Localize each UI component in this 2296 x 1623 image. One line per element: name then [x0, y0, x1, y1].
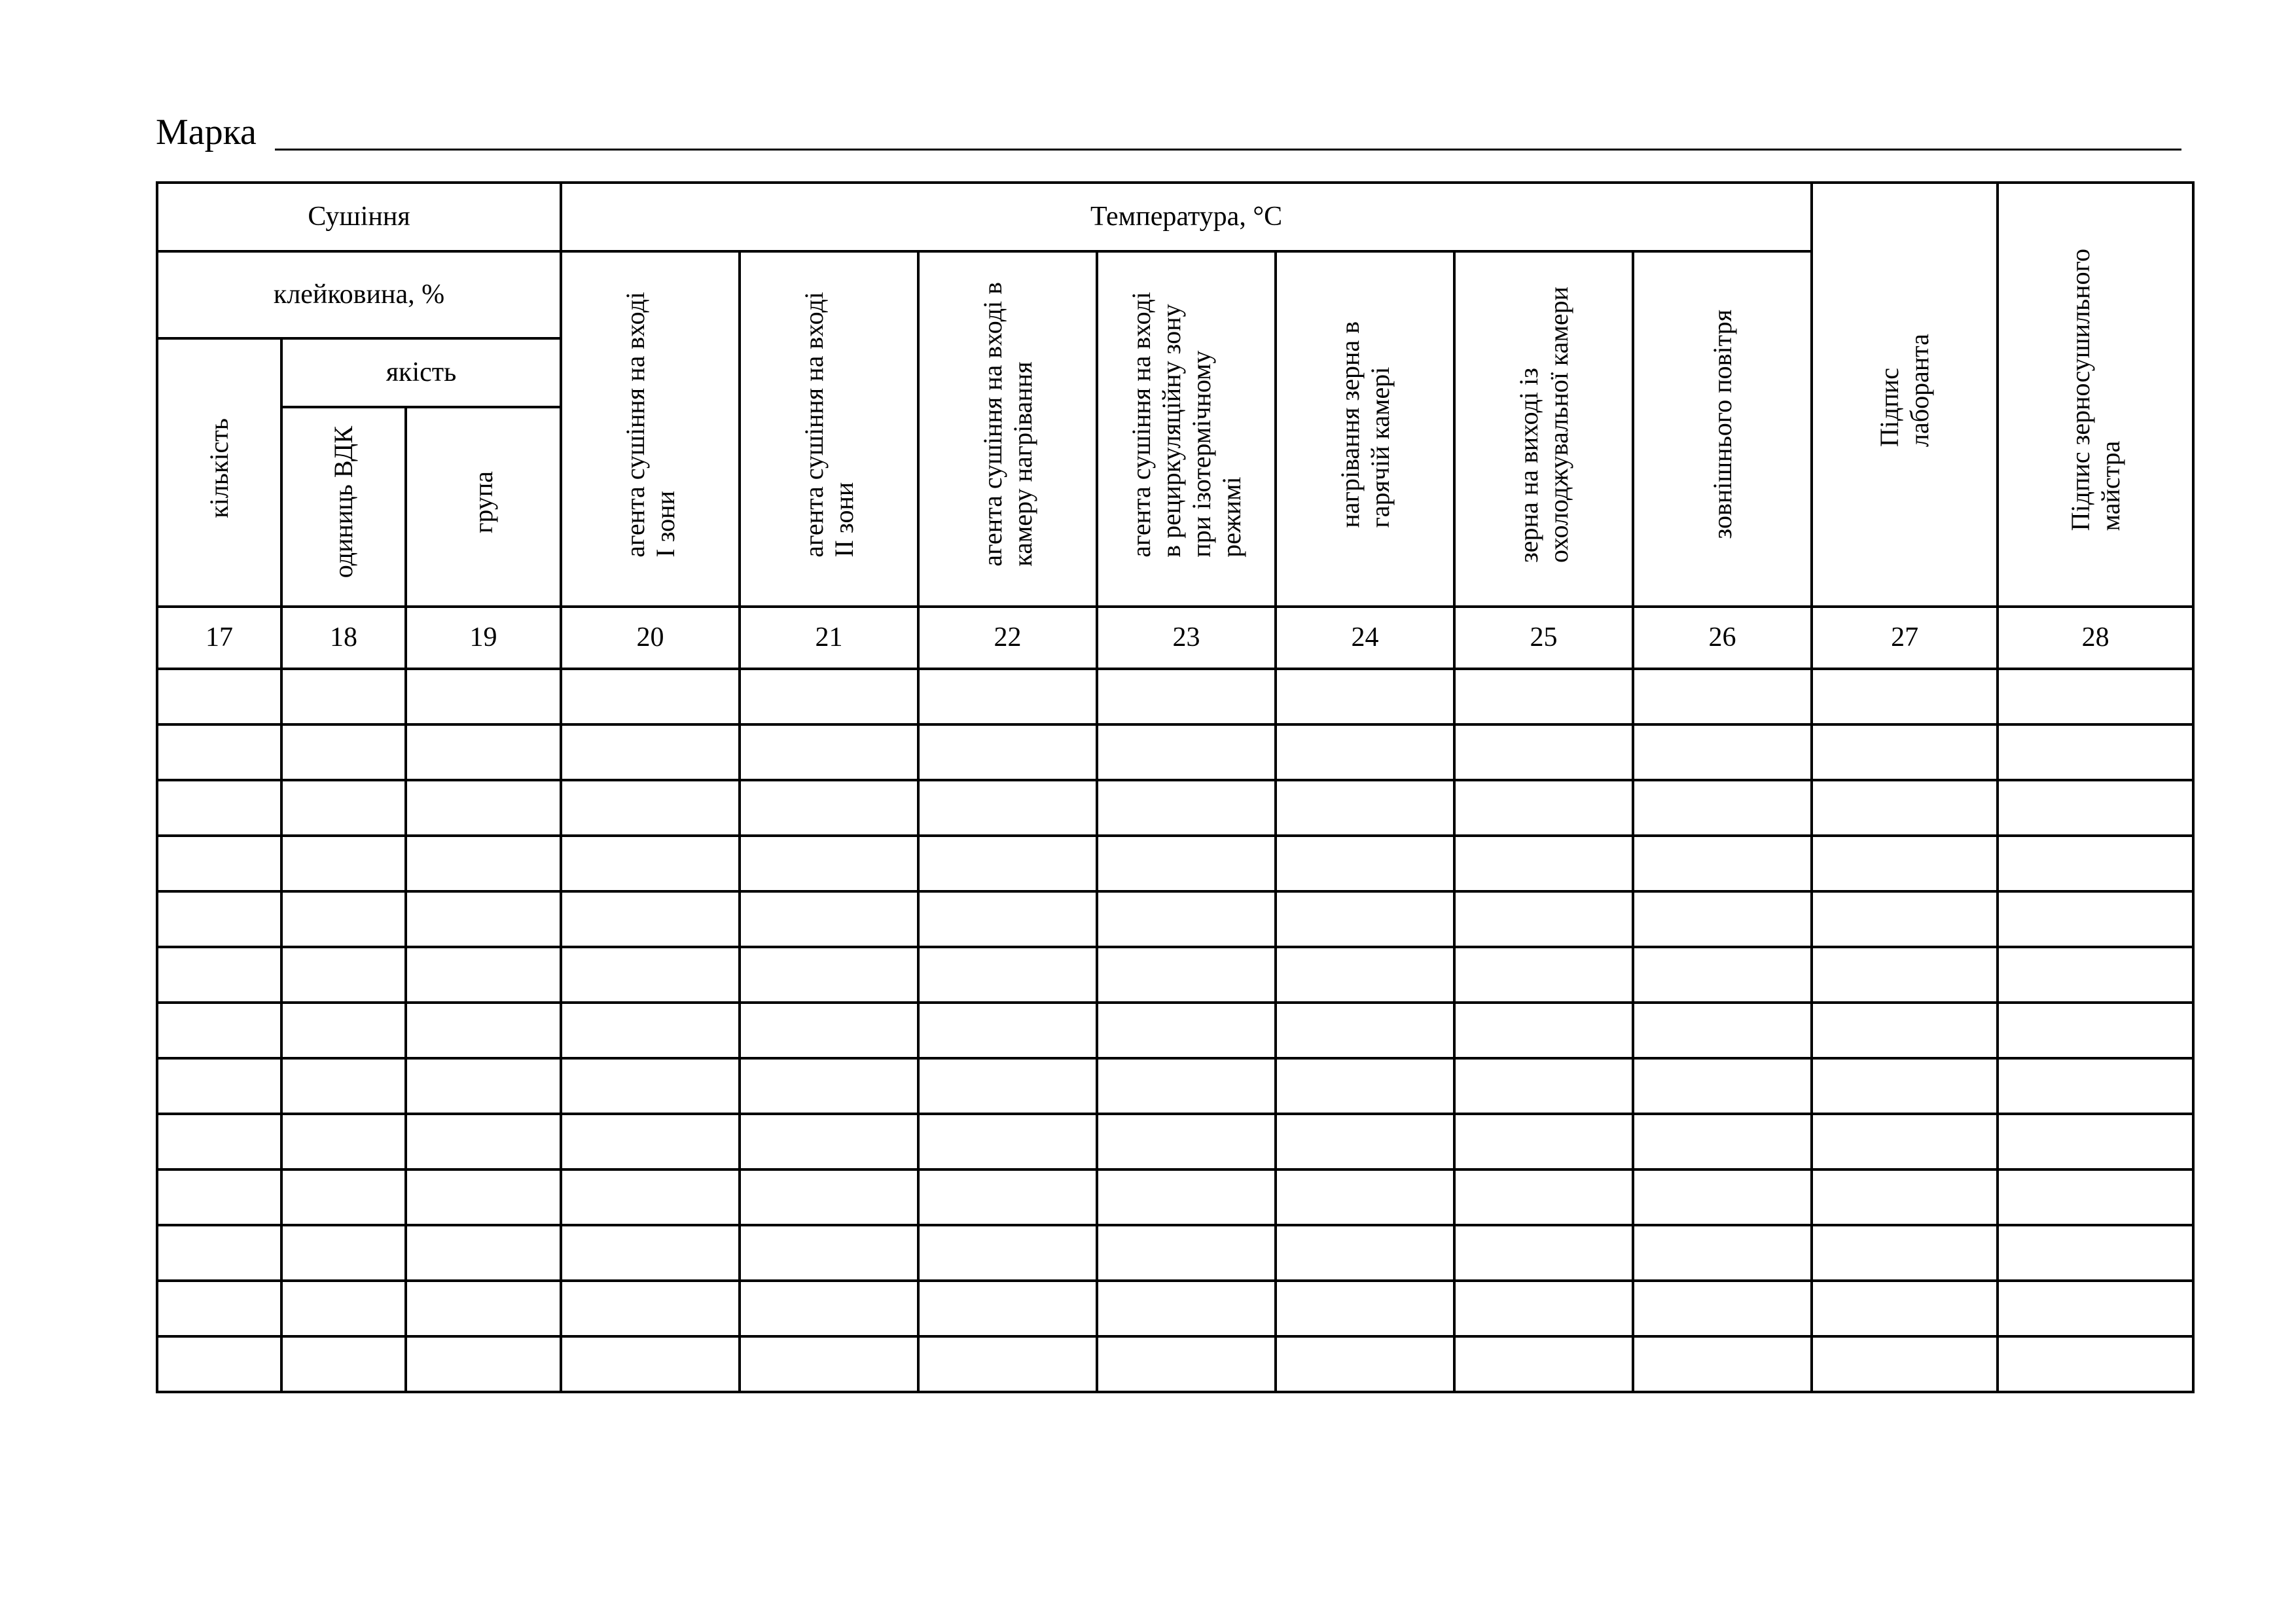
table-cell-col-22[interactable]	[918, 836, 1097, 891]
table-cell-col-27[interactable]	[1812, 1003, 1998, 1058]
table-cell-col-23[interactable]	[1097, 836, 1276, 891]
table-cell-col-25[interactable]	[1454, 724, 1633, 780]
column-number-22: 22	[918, 607, 1097, 669]
table-cell-col-28[interactable]	[1998, 1225, 2193, 1281]
table-cell-col-17[interactable]	[157, 891, 281, 947]
table-cell-col-18[interactable]	[281, 1336, 406, 1392]
table-cell-col-25[interactable]	[1454, 1169, 1633, 1225]
table-cell-col-28[interactable]	[1998, 1058, 2193, 1114]
table-row	[157, 1281, 2193, 1336]
table-cell-col-18[interactable]	[281, 1058, 406, 1114]
table-cell-col-26[interactable]	[1633, 1114, 1812, 1169]
table-cell-col-19[interactable]	[406, 669, 561, 724]
table-cell-col-18[interactable]	[281, 836, 406, 891]
table-cell-col-26[interactable]	[1633, 724, 1812, 780]
table-cell-col-24[interactable]	[1276, 836, 1454, 891]
table-cell-col-26[interactable]	[1633, 836, 1812, 891]
table-cell-col-17[interactable]	[157, 1058, 281, 1114]
table-cell-col-22[interactable]	[918, 724, 1097, 780]
table-cell-col-17[interactable]	[157, 1281, 281, 1336]
table-cell-col-26[interactable]	[1633, 669, 1812, 724]
table-cell-col-25[interactable]	[1454, 947, 1633, 1003]
table-cell-col-20[interactable]	[561, 947, 740, 1003]
table-cell-col-26[interactable]	[1633, 1225, 1812, 1281]
header-col-18-label: одиниць ВДК	[329, 426, 358, 579]
column-number-18: 18	[281, 607, 406, 669]
header-row-1	[157, 183, 2193, 251]
table-cell-col-18[interactable]	[281, 724, 406, 780]
table-cell-col-28[interactable]	[1998, 1336, 2193, 1392]
table-cell-col-28[interactable]	[1998, 724, 2193, 780]
column-number-21: 21	[740, 607, 918, 669]
column-number-20: 20	[561, 607, 740, 669]
table-cell-col-20[interactable]	[561, 780, 740, 836]
column-number-25: 25	[1454, 607, 1633, 669]
table-cell-col-27[interactable]	[1812, 1281, 1998, 1336]
table-cell-col-20[interactable]	[561, 1169, 740, 1225]
table-cell-col-22[interactable]	[918, 1281, 1097, 1336]
table-cell-col-25[interactable]	[1454, 1336, 1633, 1392]
table-cell-col-18[interactable]	[281, 780, 406, 836]
table-cell-col-22[interactable]	[918, 1114, 1097, 1169]
header-col-24-label: нагрівання зерна в гарячій камері	[1335, 321, 1395, 528]
table-cell-col-18[interactable]	[281, 1114, 406, 1169]
table-cell-col-20[interactable]	[561, 836, 740, 891]
table-cell-col-28[interactable]	[1998, 669, 2193, 724]
table-cell-col-21[interactable]	[740, 1058, 918, 1114]
table-cell-col-27[interactable]	[1812, 724, 1998, 780]
table-cell-col-20[interactable]	[561, 1225, 740, 1281]
table-cell-col-27[interactable]	[1812, 1058, 1998, 1114]
column-number-24: 24	[1276, 607, 1454, 669]
table-cell-col-18[interactable]	[281, 891, 406, 947]
table-cell-col-19[interactable]	[406, 780, 561, 836]
table-cell-col-28[interactable]	[1998, 1169, 2193, 1225]
table-cell-col-23[interactable]	[1097, 1336, 1276, 1392]
table-cell-col-27[interactable]	[1812, 1169, 1998, 1225]
table-row	[157, 724, 2193, 780]
table-cell-col-28[interactable]	[1998, 780, 2193, 836]
table-cell-col-20[interactable]	[561, 1003, 740, 1058]
table-row	[157, 1003, 2193, 1058]
marka-underline[interactable]	[275, 149, 2181, 151]
header-col-19-label: група	[468, 471, 498, 534]
table-cell-col-17[interactable]	[157, 780, 281, 836]
table-cell-col-19[interactable]	[406, 1003, 561, 1058]
header-col-24	[1276, 251, 1454, 607]
marka-label: Марка	[156, 112, 257, 152]
table-cell-col-20[interactable]	[561, 1281, 740, 1336]
header-temperature: Температура, °С	[561, 183, 1812, 251]
header-col-25-label: зерна на виході із охолоджувальної камери	[1513, 286, 1573, 563]
table-cell-col-17[interactable]	[157, 1114, 281, 1169]
table-cell-col-23[interactable]	[1097, 780, 1276, 836]
table-cell-col-27[interactable]	[1812, 1114, 1998, 1169]
table-cell-col-25[interactable]	[1454, 1281, 1633, 1336]
table-cell-col-24[interactable]	[1276, 1169, 1454, 1225]
table-cell-col-28[interactable]	[1998, 1114, 2193, 1169]
table-cell-col-21[interactable]	[740, 780, 918, 836]
table-cell-col-23[interactable]	[1097, 1281, 1276, 1336]
table-cell-col-20[interactable]	[561, 1058, 740, 1114]
table-cell-col-27[interactable]	[1812, 1225, 1998, 1281]
table-cell-col-27[interactable]	[1812, 836, 1998, 891]
table-cell-col-22[interactable]	[918, 891, 1097, 947]
table-cell-col-20[interactable]	[561, 724, 740, 780]
table-cell-col-28[interactable]	[1998, 1003, 2193, 1058]
header-col-17-label: кількість	[204, 418, 234, 518]
column-number-23: 23	[1097, 607, 1276, 669]
table-cell-col-18[interactable]	[281, 1225, 406, 1281]
table-cell-col-26[interactable]	[1633, 1336, 1812, 1392]
table-cell-col-25[interactable]	[1454, 1003, 1633, 1058]
table-cell-col-24[interactable]	[1276, 1058, 1454, 1114]
header-col-28-label: Підпис зерносушильного майстра	[2065, 249, 2125, 531]
table-cell-col-27[interactable]	[1812, 1336, 1998, 1392]
table-cell-col-23[interactable]	[1097, 1114, 1276, 1169]
table-cell-col-22[interactable]	[918, 780, 1097, 836]
table-cell-col-20[interactable]	[561, 669, 740, 724]
header-col-22-label: агента сушіння на вході в камеру нагрівання	[977, 282, 1037, 567]
table-cell-col-19[interactable]	[406, 891, 561, 947]
table-cell-col-21[interactable]	[740, 1169, 918, 1225]
table-cell-col-21[interactable]	[740, 1225, 918, 1281]
column-number-row	[157, 607, 2193, 669]
table-cell-col-17[interactable]	[157, 1225, 281, 1281]
table-cell-col-26[interactable]	[1633, 1169, 1812, 1225]
table-cell-col-27[interactable]	[1812, 669, 1998, 724]
table-cell-col-24[interactable]	[1276, 891, 1454, 947]
table-cell-col-19[interactable]	[406, 1336, 561, 1392]
header-col-20	[561, 251, 740, 607]
header-col-20-label: агента сушіння на вході І зони	[620, 291, 680, 558]
table-cell-col-22[interactable]	[918, 1336, 1097, 1392]
table-cell-col-22[interactable]	[918, 1169, 1097, 1225]
header-col-23	[1097, 251, 1276, 607]
header-col-21	[740, 251, 918, 607]
table-cell-col-23[interactable]	[1097, 1058, 1276, 1114]
table-cell-col-19[interactable]	[406, 947, 561, 1003]
table-cell-col-19[interactable]	[406, 1058, 561, 1114]
table-row	[157, 1225, 2193, 1281]
column-number-19: 19	[406, 607, 561, 669]
table-cell-col-24[interactable]	[1276, 1003, 1454, 1058]
table-cell-col-24[interactable]	[1276, 780, 1454, 836]
table-cell-col-19[interactable]	[406, 1169, 561, 1225]
table-row	[157, 1058, 2193, 1114]
column-number-26: 26	[1633, 607, 1812, 669]
table-row	[157, 1114, 2193, 1169]
table-cell-col-24[interactable]	[1276, 1336, 1454, 1392]
table-cell-col-18[interactable]	[281, 669, 406, 724]
table-cell-col-26[interactable]	[1633, 780, 1812, 836]
table-cell-col-23[interactable]	[1097, 1169, 1276, 1225]
table-row	[157, 836, 2193, 891]
table-row	[157, 947, 2193, 1003]
table-cell-col-22[interactable]	[918, 1225, 1097, 1281]
table-cell-col-17[interactable]	[157, 947, 281, 1003]
table-cell-col-25[interactable]	[1454, 780, 1633, 836]
table-cell-col-19[interactable]	[406, 1225, 561, 1281]
header-col-18	[281, 407, 406, 607]
table-cell-col-21[interactable]	[740, 836, 918, 891]
header-col-19	[406, 407, 561, 607]
table-cell-col-28[interactable]	[1998, 947, 2193, 1003]
table-row	[157, 1169, 2193, 1225]
header-col-28	[1998, 183, 2193, 607]
table-cell-col-20[interactable]	[561, 891, 740, 947]
table-cell-col-28[interactable]	[1998, 836, 2193, 891]
header-col-27	[1812, 183, 1998, 607]
table-cell-col-21[interactable]	[740, 1281, 918, 1336]
table-cell-col-21[interactable]	[740, 1003, 918, 1058]
header-col-17	[157, 338, 281, 607]
table-cell-col-27[interactable]	[1812, 947, 1998, 1003]
table-cell-col-24[interactable]	[1276, 724, 1454, 780]
table-row	[157, 669, 2193, 724]
table-cell-col-20[interactable]	[561, 1336, 740, 1392]
table-cell-col-24[interactable]	[1276, 669, 1454, 724]
header-col-26	[1633, 251, 1812, 607]
table-cell-col-28[interactable]	[1998, 1281, 2193, 1336]
table-cell-col-28[interactable]	[1998, 891, 2193, 947]
table-cell-col-22[interactable]	[918, 1058, 1097, 1114]
table-cell-col-25[interactable]	[1454, 836, 1633, 891]
column-number-27: 27	[1812, 607, 1998, 669]
table-cell-col-21[interactable]	[740, 891, 918, 947]
table-cell-col-21[interactable]	[740, 947, 918, 1003]
table-cell-col-25[interactable]	[1454, 1225, 1633, 1281]
column-number-28: 28	[1998, 607, 2193, 669]
table-cell-col-22[interactable]	[918, 1003, 1097, 1058]
table-cell-col-17[interactable]	[157, 724, 281, 780]
table-cell-col-25[interactable]	[1454, 891, 1633, 947]
table-cell-col-25[interactable]	[1454, 1058, 1633, 1114]
table-cell-col-23[interactable]	[1097, 891, 1276, 947]
table-cell-col-17[interactable]	[157, 836, 281, 891]
table-cell-col-22[interactable]	[918, 947, 1097, 1003]
table-cell-col-26[interactable]	[1633, 1003, 1812, 1058]
table-cell-col-18[interactable]	[281, 1281, 406, 1336]
table-cell-col-27[interactable]	[1812, 891, 1998, 947]
header-col-27-label: Підпис лаборанта	[1874, 333, 1935, 447]
table-cell-col-18[interactable]	[281, 1169, 406, 1225]
table-cell-col-20[interactable]	[561, 1114, 740, 1169]
header-col-26-label: зовнішнього повітря	[1707, 310, 1737, 539]
table-cell-col-18[interactable]	[281, 947, 406, 1003]
table-cell-col-23[interactable]	[1097, 1225, 1276, 1281]
table-cell-col-26[interactable]	[1633, 1281, 1812, 1336]
table-cell-col-25[interactable]	[1454, 669, 1633, 724]
header-drying: Сушіння	[157, 183, 561, 251]
table-cell-col-23[interactable]	[1097, 947, 1276, 1003]
table-cell-col-26[interactable]	[1633, 1058, 1812, 1114]
marka-field	[156, 105, 2181, 157]
table-cell-col-17[interactable]	[157, 1003, 281, 1058]
table-cell-col-17[interactable]	[157, 669, 281, 724]
table-cell-col-21[interactable]	[740, 669, 918, 724]
table-cell-col-26[interactable]	[1633, 947, 1812, 1003]
header-col-21-label: агента сушіння на вході ІІ зони	[798, 291, 859, 558]
table-cell-col-24[interactable]	[1276, 1114, 1454, 1169]
drying-log-table	[156, 181, 2195, 1393]
table-cell-col-27[interactable]	[1812, 780, 1998, 836]
table-cell-col-21[interactable]	[740, 1114, 918, 1169]
column-number-17: 17	[157, 607, 281, 669]
table-row	[157, 780, 2193, 836]
table-cell-col-19[interactable]	[406, 1114, 561, 1169]
header-gluten: клейковина, %	[157, 251, 561, 338]
table-cell-col-19[interactable]	[406, 836, 561, 891]
header-col-23-label: агента сушіння на вході в рециркуляційну зону при ізотермічному режимі	[1126, 291, 1246, 558]
table-cell-col-21[interactable]	[740, 1336, 918, 1392]
table-cell-col-24[interactable]	[1276, 1225, 1454, 1281]
table-row	[157, 1336, 2193, 1392]
table-cell-col-19[interactable]	[406, 1281, 561, 1336]
table-cell-col-17[interactable]	[157, 1336, 281, 1392]
table-cell-col-24[interactable]	[1276, 947, 1454, 1003]
table-cell-col-25[interactable]	[1454, 1114, 1633, 1169]
table-cell-col-22[interactable]	[918, 669, 1097, 724]
table-cell-col-21[interactable]	[740, 724, 918, 780]
table-cell-col-23[interactable]	[1097, 724, 1276, 780]
table-cell-col-19[interactable]	[406, 724, 561, 780]
table-cell-col-18[interactable]	[281, 1003, 406, 1058]
table-cell-col-23[interactable]	[1097, 1003, 1276, 1058]
header-quality: якість	[281, 338, 561, 407]
table-cell-col-17[interactable]	[157, 1169, 281, 1225]
table-cell-col-23[interactable]	[1097, 669, 1276, 724]
table-cell-col-26[interactable]	[1633, 891, 1812, 947]
table-cell-col-24[interactable]	[1276, 1281, 1454, 1336]
header-col-25	[1454, 251, 1633, 607]
header-col-22	[918, 251, 1097, 607]
table-row	[157, 891, 2193, 947]
